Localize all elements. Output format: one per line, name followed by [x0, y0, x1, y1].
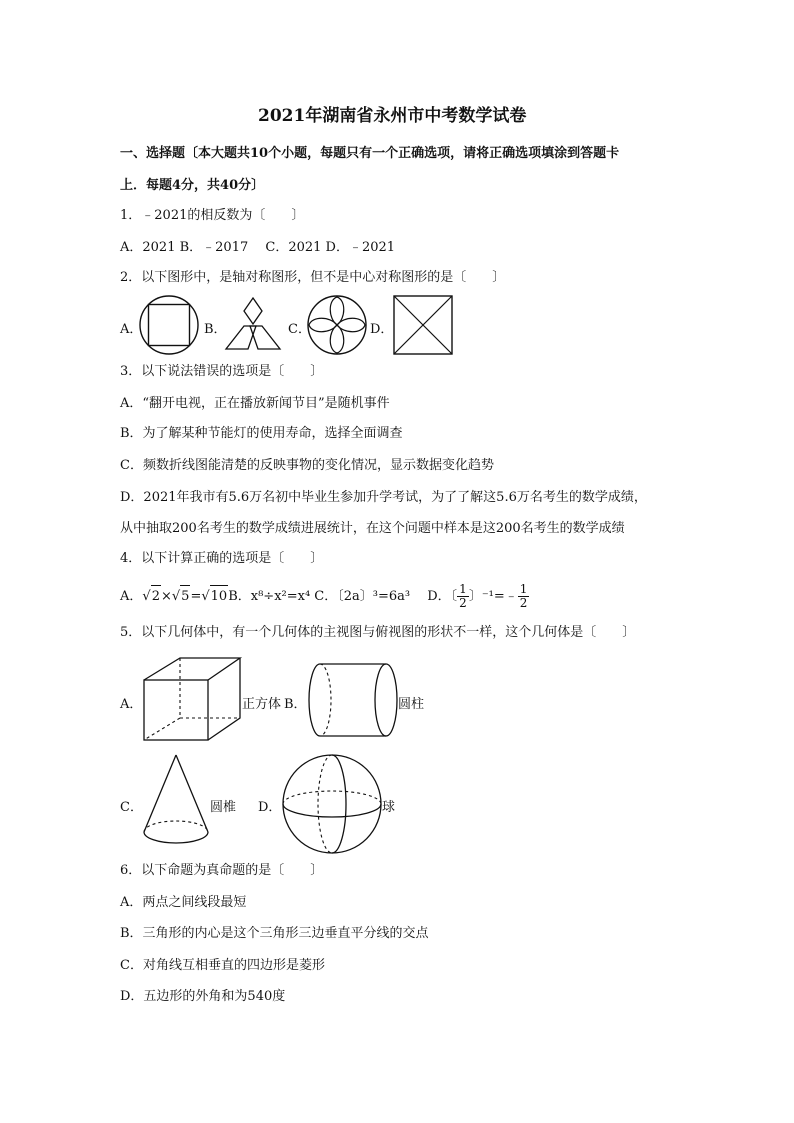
q1-stem: 1．﹣2021的相反数为〔 〕: [120, 208, 305, 223]
q5-cone-figure: [140, 752, 212, 848]
q2-label-a: A．: [120, 322, 143, 337]
q2-figure-a-circle-square: [138, 294, 200, 356]
q6-option-d: D．五边形的外角和为540度: [120, 989, 286, 1004]
q4-eq: =: [190, 589, 202, 604]
q2-figure-c-flower: [306, 294, 368, 356]
q5-sphere-figure: [280, 752, 384, 856]
q5-label-b: B．: [284, 697, 307, 712]
sqrt-sign: √: [171, 589, 181, 604]
section-heading-line1: 一、选择题〔本大题共10个小题，每题只有一个正确选项，请将正确选项填涂到答题卡: [120, 146, 620, 161]
q4-half-fraction: $\frac{1}{2}$: [459, 582, 467, 610]
sqrt-sign: √: [142, 589, 151, 604]
q4-rhs-fraction: $\frac{1}{2}$: [519, 582, 528, 610]
q6-option-a: A．两点之间线段最短: [120, 895, 247, 910]
q4-options: [120, 583, 529, 610]
q5-c-name: 圆椎: [210, 800, 237, 815]
q6-option-c: C．对角线互相垂直的四边形是菱形: [120, 958, 325, 973]
q4-sqrt2: 2: [151, 585, 161, 608]
q2-stem: 2．以下图形中，是轴对称图形，但不是中心对称图形的是〔 〕: [120, 270, 506, 285]
q5-b-name: 圆柱: [398, 697, 425, 712]
q3-option-a: A．“翻开电视，正在播放新闻节目”是随机事件: [120, 396, 390, 411]
sqrt-sign: √: [201, 589, 210, 604]
q3-option-d-line2: 从中抽取200名考生的数学成绩进展统计，在这个问题中样本是这200名考生的数学成绩: [120, 521, 625, 536]
q6-option-b: B．三角形的内心是这个三角形三边垂直平分线的交点: [120, 926, 429, 941]
q2-figure-b-three-rhombi: [222, 294, 284, 356]
q4-a-label: A．: [120, 589, 143, 604]
q4-d-mid: 〕⁻¹=﹣: [468, 589, 518, 604]
q2-label-b: B．: [204, 322, 227, 337]
q4-times: ×: [160, 589, 172, 604]
q2-label-d: D．: [370, 322, 394, 337]
q5-stem: 5．以下几何体中，有一个几何体的主视图与俯视图的形状不一样，这个几何体是〔 〕: [120, 625, 636, 640]
q4-sqrt10: 10: [210, 585, 229, 608]
q5-label-d: D．: [258, 800, 282, 815]
q4-bcd-text: B．x⁸÷x²=x⁴ C．〔2a〕³=6a³ D．〔: [228, 589, 458, 604]
q4-sqrt5: 5: [180, 585, 190, 608]
q2-figure-d-square-diagonals: [392, 294, 454, 356]
q5-label-a: A．: [120, 697, 143, 712]
q3-option-c: C．频数折线图能清楚的反映事物的变化情况，显示数据变化趋势: [120, 458, 494, 473]
q3-option-d-line1: D．2021年我市有5.6万名初中毕业生参加升学考试，为了了解这5.6万名考生的数学成绩，: [120, 490, 647, 505]
q5-label-c: C．: [120, 800, 143, 815]
q4-stem: 4．以下计算正确的选项是〔 〕: [120, 551, 324, 566]
q5-d-name: 球: [382, 800, 396, 815]
section-heading-line2: 上．每题4分，共40分〕: [120, 178, 265, 193]
q6-stem: 6．以下命题为真命题的是〔 〕: [120, 863, 324, 878]
q1-options: A．2021 B．﹣2017 C．2021 D．﹣2021: [120, 240, 396, 255]
q5-a-name: 正方体: [242, 697, 282, 712]
page-title: 2021年湖南省永州市中考数学试卷: [258, 106, 527, 126]
q5-cube-figure: [140, 656, 244, 742]
q5-cylinder-figure: [306, 660, 400, 740]
q3-option-b: B．为了解某种节能灯的使用寿命，选择全面调查: [120, 426, 403, 441]
q3-stem: 3．以下说法错误的选项是〔 〕: [120, 364, 324, 379]
q2-label-c: C．: [288, 322, 311, 337]
